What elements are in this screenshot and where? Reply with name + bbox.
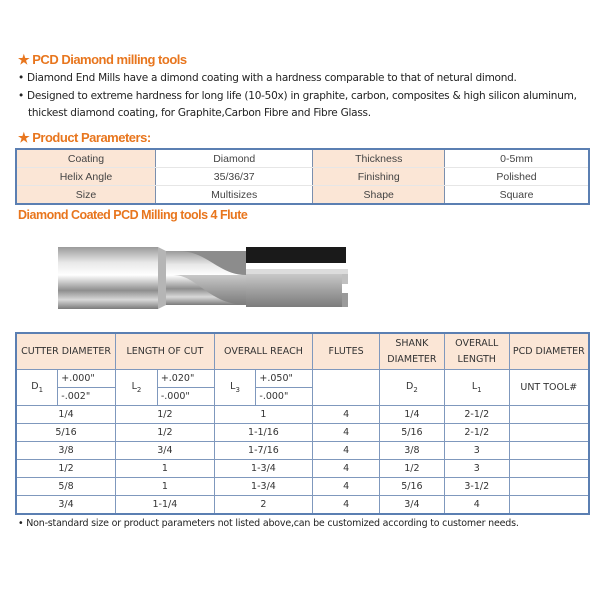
cell-flutes: 4 bbox=[313, 460, 380, 478]
cell-shank: 1/4 bbox=[379, 406, 444, 424]
cell-cutter: 5/16 bbox=[16, 424, 116, 442]
header-overall-reach: OVERALL REACH bbox=[214, 333, 313, 370]
cell-reach: 2 bbox=[214, 496, 313, 515]
cell-cut: 1 bbox=[116, 478, 215, 496]
symbol-flutes-empty bbox=[313, 370, 380, 406]
cell-shank: 3/4 bbox=[379, 496, 444, 515]
spec-symbol-row bbox=[16, 370, 589, 388]
tolerance-d1-minus: -.002" bbox=[58, 388, 116, 406]
header-length-line1: OVERALL bbox=[455, 337, 499, 349]
header-flutes: FLUTES bbox=[313, 333, 380, 370]
header-shank-line2: DIAMETER bbox=[387, 353, 437, 365]
cell-shank: 5/16 bbox=[379, 478, 444, 496]
end-mill-image bbox=[58, 245, 358, 311]
header-shank-line1: SHANK bbox=[395, 337, 429, 349]
param-value: Polished bbox=[445, 168, 590, 186]
cell-cutter: 1/2 bbox=[16, 460, 116, 478]
symbol-d2 bbox=[379, 370, 444, 406]
param-row bbox=[16, 149, 589, 168]
cell-length: 2-1/2 bbox=[444, 424, 509, 442]
section-title-parameters: ★ Product Parameters: bbox=[18, 130, 151, 145]
cell-cutter: 5/8 bbox=[16, 478, 116, 496]
param-value: 35/36/37 bbox=[155, 168, 312, 186]
cell-reach: 1-3/4 bbox=[214, 460, 313, 478]
cell-flutes: 4 bbox=[313, 406, 380, 424]
bullet-coating: • Diamond End Mills have a dimond coating with a hardness comparable to that of netural dimond. bbox=[18, 72, 517, 84]
cell-cutter: 3/4 bbox=[16, 496, 116, 515]
cell-reach: 1-3/4 bbox=[214, 478, 313, 496]
symbol-l2 bbox=[116, 370, 158, 406]
table-row bbox=[16, 406, 589, 424]
param-label: Coating bbox=[16, 149, 155, 168]
section-title-4-flute: Diamond Coated PCD Milling tools 4 Flute bbox=[18, 208, 248, 222]
cell-pcd bbox=[509, 424, 589, 442]
table-row bbox=[16, 478, 589, 496]
cell-reach: 1-7/16 bbox=[214, 442, 313, 460]
table-row bbox=[16, 460, 589, 478]
tolerance-l3-minus: -.000" bbox=[256, 388, 313, 406]
header-pcd-diameter: PCD DIAMETER bbox=[509, 333, 589, 370]
parameters-table bbox=[15, 148, 590, 205]
cell-length: 4 bbox=[444, 496, 509, 515]
cell-cut: 1-1/4 bbox=[116, 496, 215, 515]
table-row bbox=[16, 496, 589, 515]
symbol-d1-sub: 1 bbox=[38, 385, 44, 394]
cell-cutter: 3/8 bbox=[16, 442, 116, 460]
cell-length: 2-1/2 bbox=[444, 406, 509, 424]
bullet-hardness-cont: thickest diamond coating, for Graphite,Carbon Fibre and Fibre Glass. bbox=[28, 107, 371, 119]
symbol-l1-letter: L bbox=[471, 381, 478, 393]
cell-reach: 1-1/16 bbox=[214, 424, 313, 442]
param-value: Multisizes bbox=[155, 186, 312, 205]
param-value: Square bbox=[499, 188, 534, 201]
spec-header-row bbox=[16, 333, 589, 370]
param-label: Shape bbox=[313, 186, 445, 205]
bullet-hardness: • Designed to extreme hardness for long life (10-50x) in graphite, carbon, composites & high silicon aluminum, bbox=[18, 90, 577, 102]
cell-length: 3 bbox=[444, 442, 509, 460]
cell-flutes: 4 bbox=[313, 478, 380, 496]
symbol-l3 bbox=[214, 370, 256, 406]
param-label: Finishing bbox=[313, 168, 445, 186]
cell-flutes: 4 bbox=[313, 496, 380, 515]
tolerance-l2-plus: +.020" bbox=[157, 370, 214, 388]
cell-shank: 5/16 bbox=[379, 424, 444, 442]
param-label: Thickness bbox=[313, 149, 445, 168]
symbol-l2-letter: L bbox=[131, 381, 137, 393]
cell-pcd bbox=[509, 442, 589, 460]
param-value: Diamond bbox=[155, 149, 312, 168]
table-row bbox=[16, 424, 589, 442]
cell-pcd bbox=[509, 406, 589, 424]
cell-length: 3 bbox=[444, 460, 509, 478]
header-cutter-diameter: CUTTER DIAMETER bbox=[16, 333, 116, 370]
param-label: Size bbox=[16, 186, 155, 205]
cell-shank: 1/2 bbox=[379, 460, 444, 478]
param-row bbox=[16, 186, 589, 205]
header-length-of-cut: LENGTH OF CUT bbox=[116, 333, 215, 370]
param-label: Helix Angle bbox=[16, 168, 155, 186]
tolerance-d1-plus: +.000" bbox=[58, 370, 116, 388]
header-overall-length bbox=[444, 333, 509, 370]
symbol-unt-tool: UNT TOOL# bbox=[509, 370, 589, 406]
symbol-l3-letter: L bbox=[230, 381, 236, 393]
cell-flutes: 4 bbox=[313, 424, 380, 442]
tolerance-l2-minus: -.000" bbox=[157, 388, 214, 406]
spec-table bbox=[15, 332, 590, 515]
header-shank-diameter bbox=[379, 333, 444, 370]
cell-shank: 3/8 bbox=[379, 442, 444, 460]
table-row bbox=[16, 442, 589, 460]
header-length-line2: LENGTH bbox=[457, 353, 496, 365]
cell-reach: 1 bbox=[214, 406, 313, 424]
param-row bbox=[16, 168, 589, 186]
cell-pcd bbox=[509, 460, 589, 478]
symbol-l2-sub: 2 bbox=[136, 385, 142, 394]
symbol-d1 bbox=[16, 370, 58, 406]
cell-cutter: 1/4 bbox=[16, 406, 116, 424]
symbol-l3-sub: 3 bbox=[235, 385, 240, 394]
customization-note: • Non-standard size or product parameters not listed above,can be customized according to customer needs. bbox=[18, 518, 519, 529]
cell-pcd bbox=[509, 496, 589, 515]
section-title-pcd-tools: ★ PCD Diamond milling tools bbox=[18, 52, 187, 67]
cell-cut: 1/2 bbox=[116, 406, 215, 424]
cell-cut: 1 bbox=[116, 460, 215, 478]
tolerance-l3-plus: +.050" bbox=[256, 370, 313, 388]
symbol-d2-letter: D bbox=[405, 381, 414, 393]
symbol-l1 bbox=[444, 370, 509, 406]
cell-flutes: 4 bbox=[313, 442, 380, 460]
cell-length: 3-1/2 bbox=[444, 478, 509, 496]
param-value: 0-5mm bbox=[445, 149, 590, 168]
symbol-d1-letter: D bbox=[31, 381, 39, 393]
symbol-d2-sub: 2 bbox=[413, 385, 418, 394]
cell-pcd bbox=[509, 478, 589, 496]
cell-cut: 3/4 bbox=[116, 442, 215, 460]
cell-cut: 1/2 bbox=[116, 424, 215, 442]
symbol-l1-sub: 1 bbox=[477, 385, 482, 394]
